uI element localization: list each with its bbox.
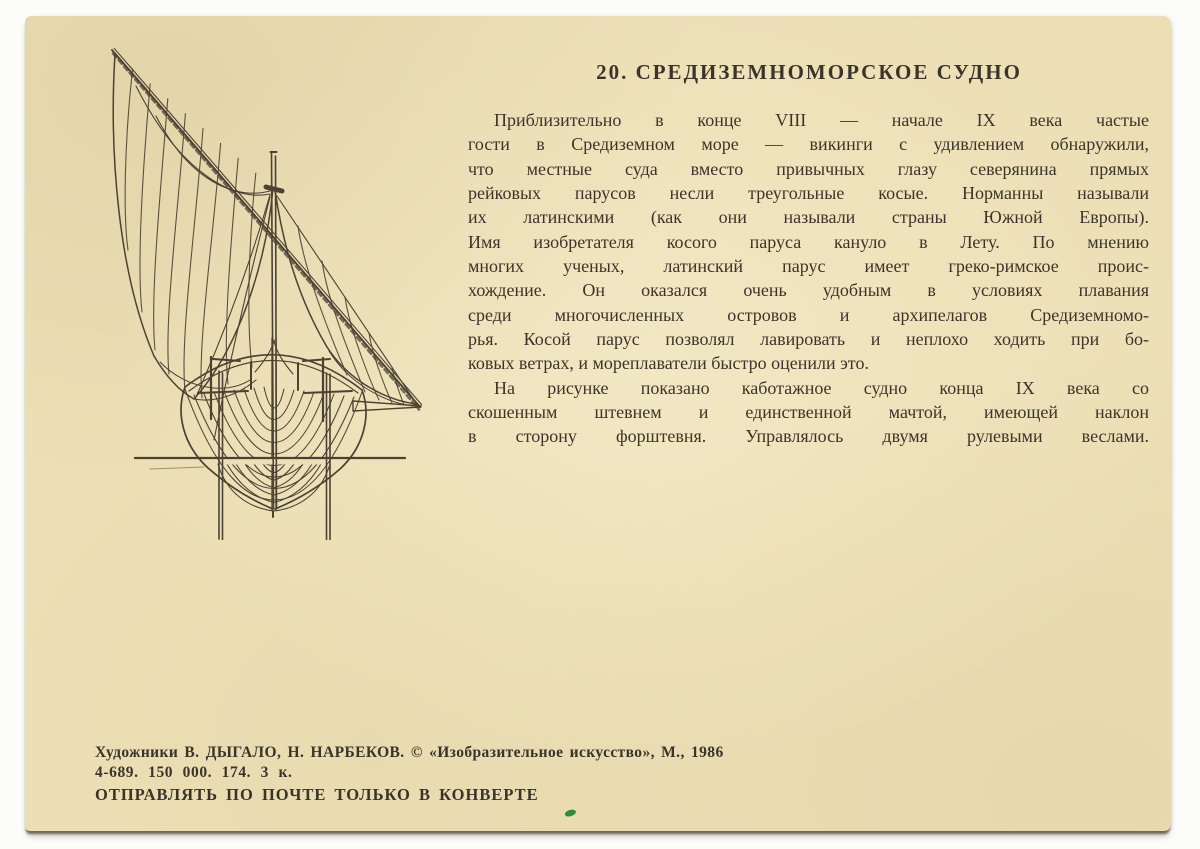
- body-text: [468, 108, 1149, 449]
- imprint-block: [95, 744, 855, 805]
- artists-credit: Художники В. ДЫГАЛО, Н. НАРБЕКОВ. © «Изобразительное искусство», М., 1986: [95, 744, 724, 761]
- green-ink-speck: [564, 808, 576, 817]
- postcard-title: 20. СРЕДИЗЕМНОМОРСКОЕ СУДНО: [596, 60, 1022, 84]
- text-line: рейковых парусов несли треугольные косые. Норманны называли: [468, 183, 1149, 204]
- text-line: скошенным штевнем и единственной мачтой, имеющей наклон: [468, 402, 1149, 423]
- text-line: в сторону форштевня. Управлялось двумя рулевыми веслами.: [468, 426, 1149, 447]
- text-line: гости в Средиземном море — викинги с удивлением обнаружили,: [468, 134, 1149, 155]
- text-line: Приблизительно в конце VIII — начале IX века частые: [494, 110, 1149, 130]
- text-line: Имя изобретателя косого паруса кануло в Лету. По мнению: [468, 231, 1149, 252]
- text-line: На рисунке показано каботажное судно конца IX века со: [494, 377, 1149, 398]
- text-line: ковых ветрах, и мореплаватели быстро оценили это.: [468, 353, 869, 374]
- mailing-notice: ОТПРАВЛЯТЬ ПО ПОЧТЕ ТОЛЬКО В КОНВЕРТЕ: [95, 785, 539, 804]
- text-line: что местные суда вместо привычных глазу северянина прямых: [468, 158, 1149, 179]
- text-line: хождение. Он оказался очень удобным в условиях плавания: [468, 280, 1149, 301]
- text-line: их латинскими (как они называли страны Южной Европы).: [468, 207, 1149, 228]
- text-line: многих ученых, латинский парус имеет греко-римское проис-: [468, 256, 1149, 277]
- postcard: [25, 16, 1171, 831]
- text-line: среди многочисленных островов и архипелагов Средиземномо-: [468, 304, 1149, 325]
- lateen-ship-drawing: [90, 40, 430, 540]
- print-code: 4-689. 150 000. 174. 3 к.: [95, 764, 293, 781]
- text-line: рья. Косой парус позволял лавировать и неплохо ходить при бо-: [468, 329, 1149, 350]
